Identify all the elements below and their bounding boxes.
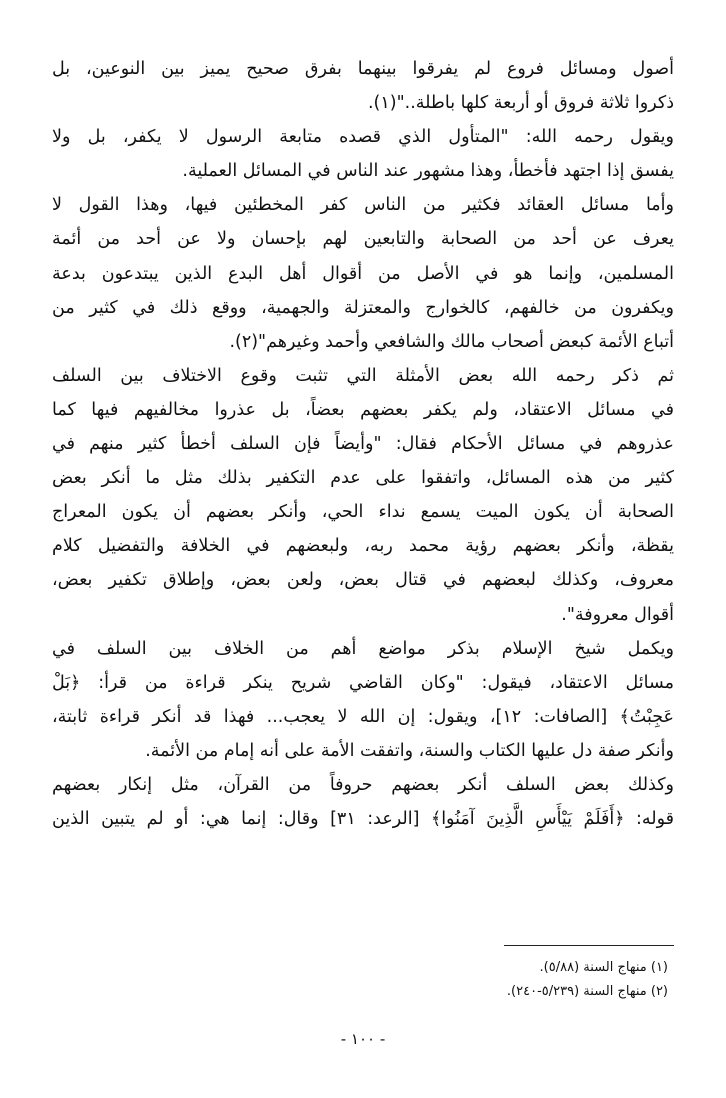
body-line: ويقول رحمه الله: "المتأول الذي قصده متابعة الرسول لا يكفر، بل ولا [52,127,674,148]
body-line: يقظة، وأنكر بعضهم رؤية محمد ربه، ولبعضهم في الخلافة والتفضيل كلام [52,536,674,557]
body-line: يفسق إذا اجتهد فأخطأ، وهذا مشهور عند الناس في المسائل العملية. [182,161,674,182]
page-number: - ١٠٠ - [340,1030,386,1048]
body-line: وكذلك بعض السلف أنكر بعضهم حروفاً من القرآن، مثل إنكار بعضهم [52,774,674,795]
body-line: وأنكر صفة دل عليها الكتاب والسنة، واتفقت الأمة على أنه إمام من الأئمة. [145,740,674,761]
body-line: أصول ومسائل فروع لم يفرقوا بينهما بفرق صحيح يميز بين النوعين، بل [52,59,674,79]
body-line: معروف، وكذلك لبعضهم في قتال بعض، ولعن بعض، وإطلاق تكفير بعض، [52,570,674,591]
footnote-separator [504,945,674,946]
body-line: ثم ذكر رحمه الله بعض الأمثلة التي تثبت وقوع الاختلاف بين السلف [52,365,674,386]
body-line: عذروهم في مسائل الأحكام فقال: "وأيضاً فإن السلف أخطأ كثير منهم في [52,434,674,455]
body-line: المسلمين، وإنما هو في الأصل من أقوال أهل البدع الذين يبتدعون بدعة [52,263,674,284]
body-line: قوله: ﴿أَفَلَمْ يَيْأَسِ الَّذِينَ آمَنُوا﴾ [الرعد: ٣١] وقال: إنما هي: أو لم يتبين الذين [52,809,674,830]
body-line: ويكفرون من خالفهم، كالخوارج والمعتزلة والجهمية، ووقع ذلك في كثير من [52,297,674,318]
footnote: (١) منهاج السنة (٥/٨٨). [539,960,668,975]
footnote: (٢) منهاج السنة (٥/٢٣٩-٢٤٠). [506,984,668,999]
body-line: وأما مسائل العقائد فكثير من الناس كفر المخطئين فيها، وهذا القول لا [52,195,674,216]
body-line: يعرف عن أحد من الصحابة والتابعين لهم بإحسان ولا عن أحد من أئمة [52,229,674,250]
body-line: ويكمل شيخ الإسلام بذكر مواضع أهم من الخلاف بين السلف في [52,638,674,659]
body-line: عَجِبْتُ﴾ [الصافات: ١٢]، ويقول: إن الله لا يعجب... فهذا قد أنكر قراءة ثابتة، [52,706,674,727]
body-line: كثير من هذه المسائل، واتفقوا على عدم التكفير بذلك مثل ما أنكر بعض [52,468,674,489]
footnotes [58,956,668,1004]
body-line: مسائل الاعتقاد، فيقول: "وكان القاضي شريح ينكر قراءة من قرأ: ﴿بَلْ [52,672,674,693]
body-line: الصحابة أن يكون الميت يسمع نداء الحي، وأنكر بعضهم أن يكون المعراج [52,502,674,523]
body-text [52,52,674,836]
body-line: في مسائل الاعتقاد، ولم يكفر بعضهم بعضاً، بل عذروا مخالفيهم فيها كما [52,399,674,420]
body-line: ذكروا ثلاثة فروق أو أربعة كلها باطلة.."(١). [367,93,674,114]
body-line: أتباع الأئمة كبعض أصحاب مالك والشافعي وأحمد وغيرهم"(٢). [229,331,674,352]
body-line: أقوال معروفة". [561,604,674,625]
